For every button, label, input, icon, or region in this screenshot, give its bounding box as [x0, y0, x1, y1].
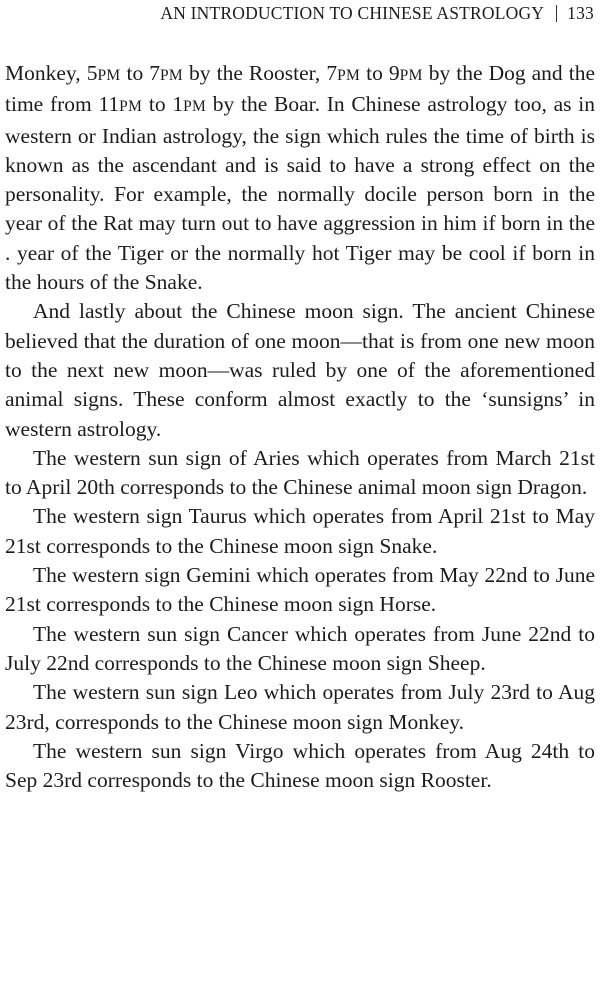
running-header	[160, 0, 594, 26]
running-header-title: AN INTRODUCTION TO CHINESE ASTROLOGY	[160, 2, 545, 23]
text-run: by the Boar. In Chinese astrology too, as in western or Indian astrology, the sign which rules the time of birth is known as the ascendant and is said to have a strong effect on the personality. For example, the normally docile person born in the year of the Rat may turn out to have aggression in him if born in the . year of the Tiger or the normally hot Tiger may be cool if born in the hours of the Snake.	[5, 92, 596, 295]
paragraph-aries: The western sun sign of Aries which operates from March 21st to April 20th corresponds to the Chinese animal moon sign Dragon.	[5, 445, 595, 500]
header-divider	[556, 5, 557, 22]
text-run: to 7	[120, 61, 161, 85]
small-caps-run: PM	[337, 67, 361, 84]
small-caps-run: PM	[160, 67, 183, 84]
text-run: by the Rooster, 7	[182, 61, 338, 85]
body-text	[5, 59, 595, 795]
page-number: 133	[567, 2, 594, 23]
paragraph-taurus: The western sign Taurus which operates from April 21st to May 21st corresponds to the Chinese moon sign Snake.	[5, 504, 595, 558]
paragraph-cancer: The western sun sign Cancer which operates from June 22nd to July 22nd corresponds to the Chinese moon sign Sheep.	[5, 621, 595, 675]
text-run: to 9	[360, 61, 400, 85]
small-caps-run: PM	[119, 98, 143, 116]
small-caps-run: PM	[399, 67, 423, 84]
text-run: Monkey, 5	[5, 61, 98, 85]
small-caps-run: PM	[183, 98, 207, 116]
paragraph-moon-sign: And lastly about the Chinese moon sign. The ancient Chinese believed that the duration of one moon—that is from one new moon to the next new moon—was ruled by one of the aforementioned animal signs. These conform almost exactly to the ‘sunsigns’ in western astrology.	[5, 299, 595, 441]
text-run: to 1	[142, 92, 184, 117]
small-caps-run: PM	[97, 67, 121, 84]
paragraph-virgo: The western sun sign Virgo which operates from Aug 24th to Sep 23rd corresponds to the Chinese moon sign Rooster.	[5, 738, 595, 793]
paragraph-leo: The western sun sign Leo which operates from July 23rd to Aug 23rd, corresponds to the Chinese moon sign Monkey.	[5, 680, 595, 734]
paragraph-ascendant	[5, 59, 595, 297]
paragraph-gemini: The western sign Gemini which operates from May 22nd to June 21st corresponds to the Chinese moon sign Horse.	[5, 563, 595, 617]
text-run: by the Dog and the time from 11	[5, 61, 596, 117]
